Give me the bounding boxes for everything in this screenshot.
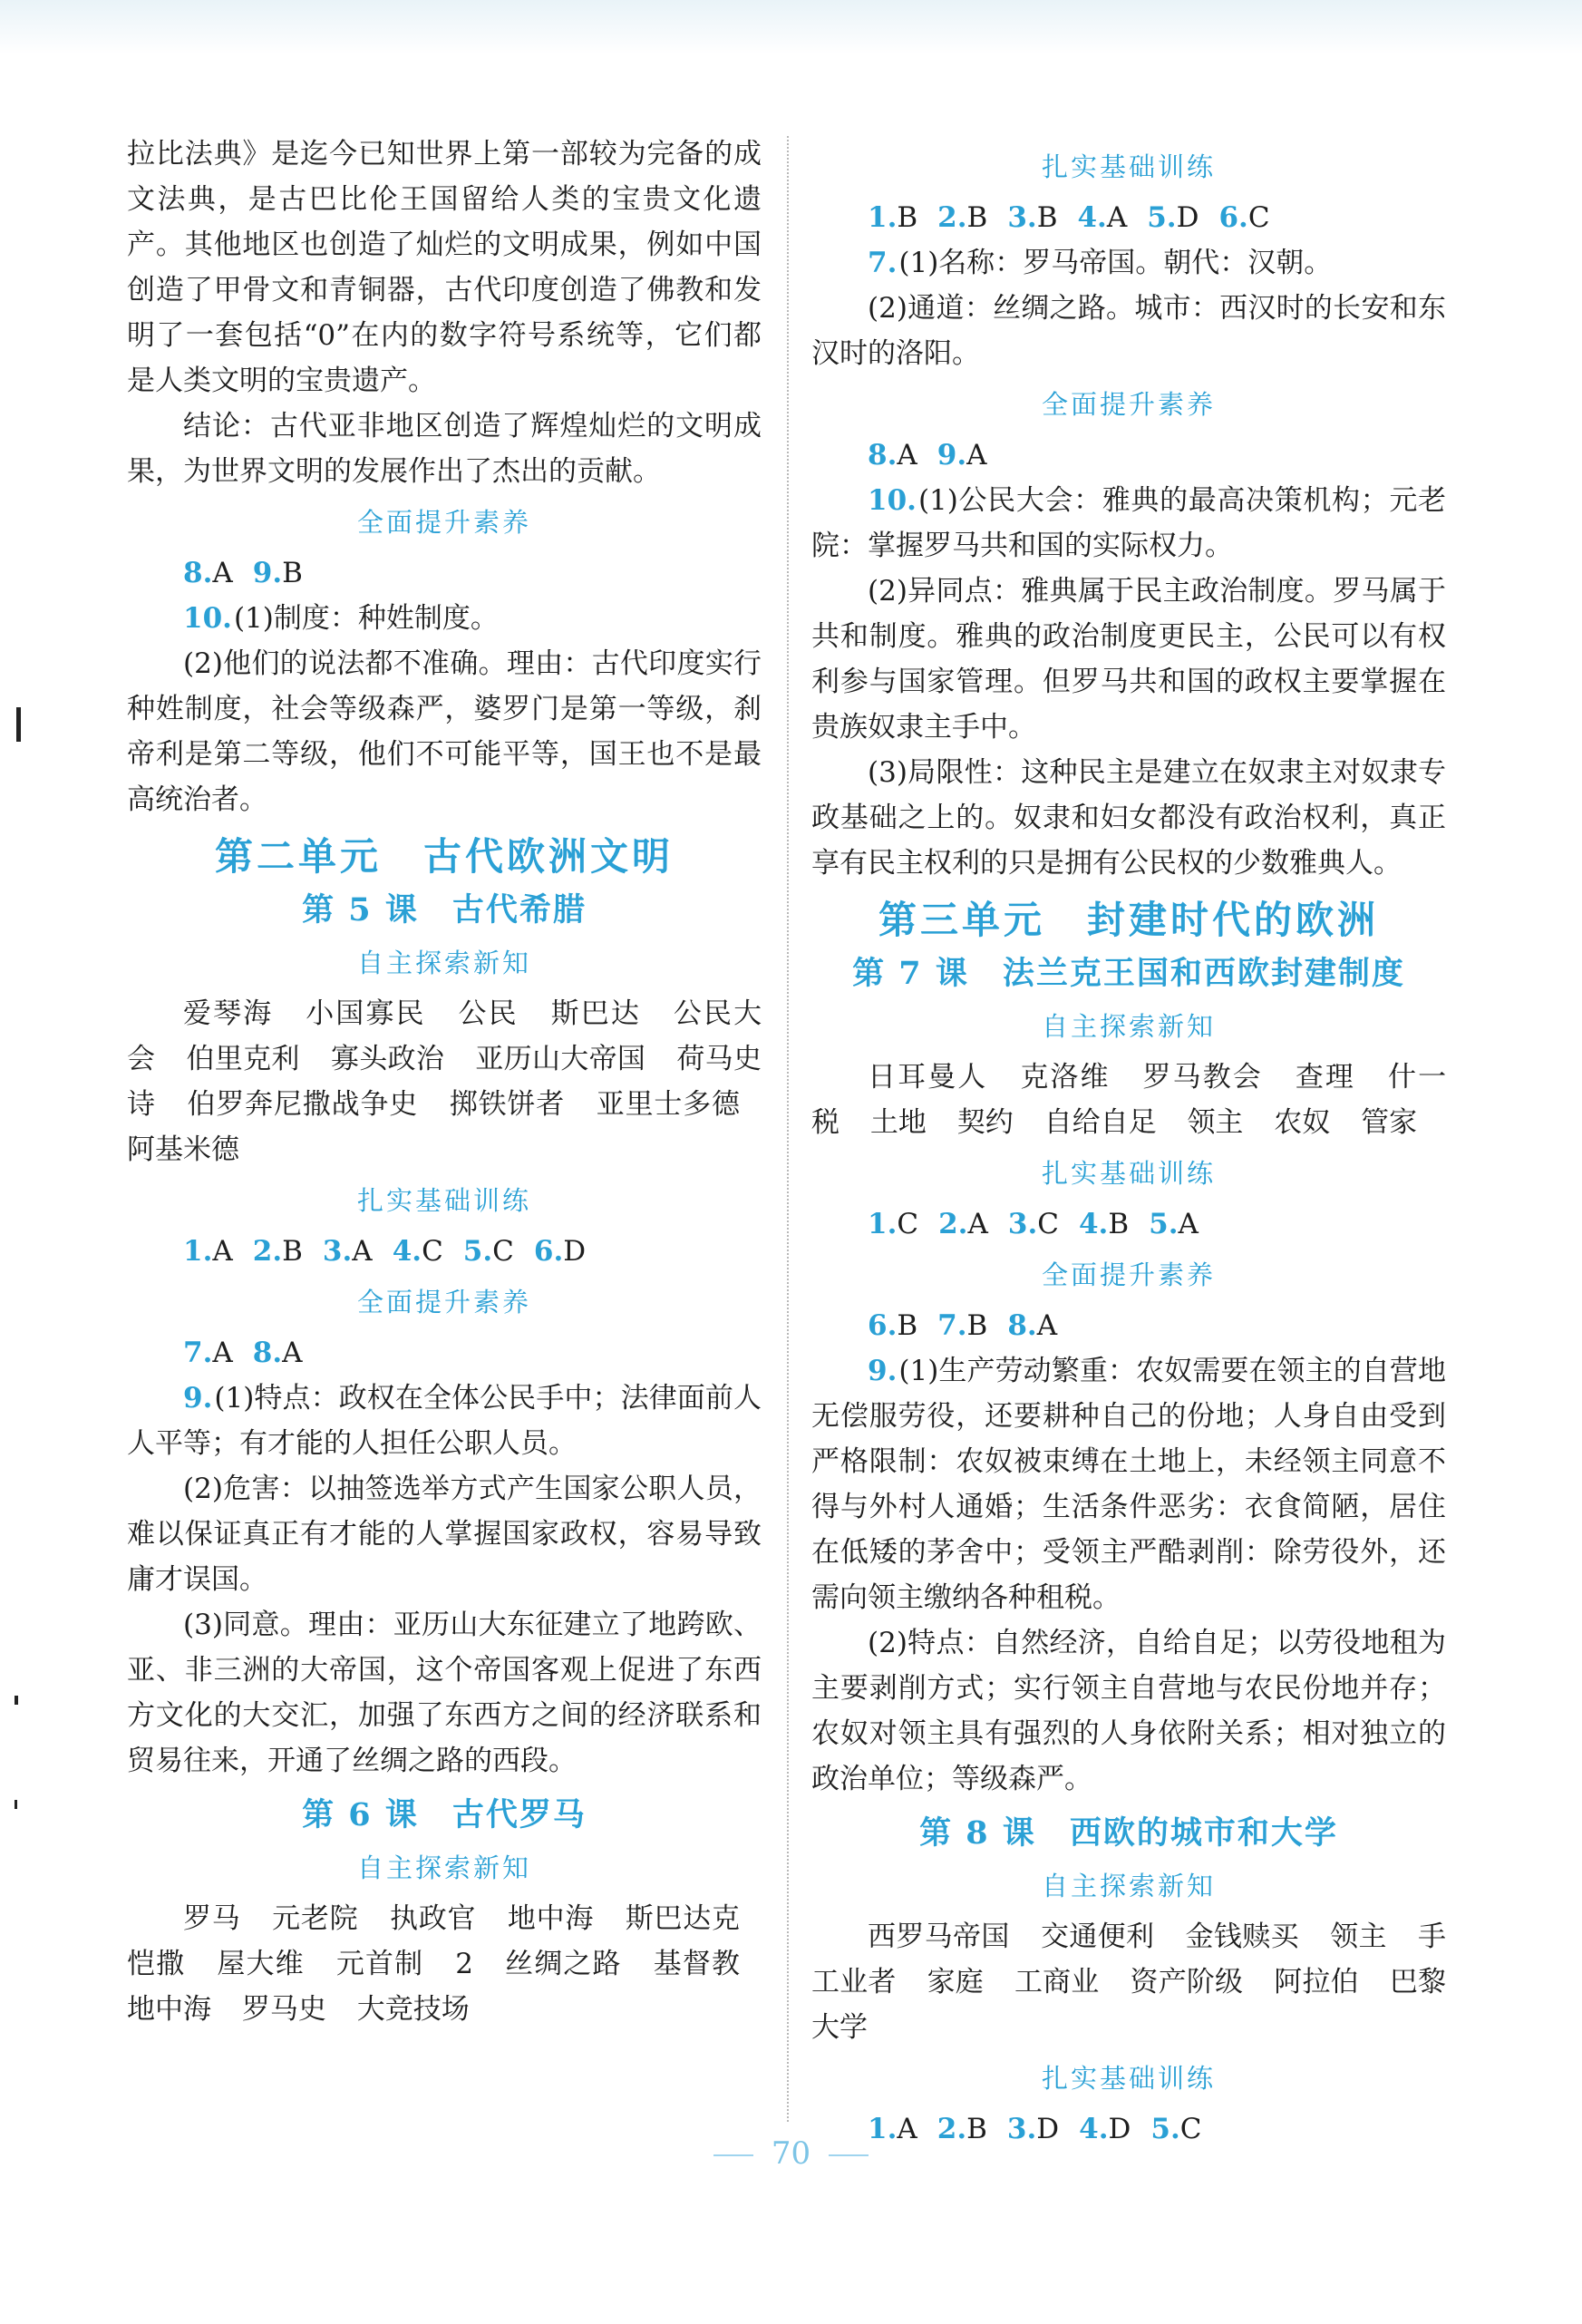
keyword: 西罗马帝国 (868, 1920, 1010, 1953)
left-column (127, 131, 762, 2032)
scan-mark (15, 1696, 18, 1705)
answer-item (937, 1309, 987, 1342)
answer-item (937, 439, 987, 472)
answer-choice: B (1036, 201, 1058, 234)
section-heading: 扎实基础训练 (356, 1185, 531, 1216)
keyword: 大竞技场 (356, 1993, 470, 2026)
keyword: 巴黎大学 (811, 1966, 1447, 2044)
question-10 (811, 478, 1446, 569)
answer-number: 6. (1218, 201, 1248, 234)
keyword: 亚里士多德 (596, 1088, 741, 1121)
keyword: 契约 (956, 1106, 1014, 1139)
page-footer (0, 2135, 1582, 2172)
scan-mark (16, 707, 21, 742)
lesson-title: 第 7 课 法兰克王国和西欧封建制度 (852, 955, 1405, 992)
paragraph: 拉比法典》是迄今已知世界上第一部较为完备的成文法典，是古巴比伦王国留给人类的宝贵文化遗产。其他地区也创造了灿烂的文明成果，例如中国创造了甲骨文和青铜器，古代印度创造了佛教和发明了一套包括“0”在内的数字符号系统等，它们都是人类文明的宝贵遗产。 (127, 138, 762, 397)
keyword: 地中海 (507, 1902, 595, 1935)
keyword: 屋大维 (217, 1948, 305, 1980)
paragraph: 结论：古代亚非地区创造了辉煌灿烂的文明成果，为世界文明的发展作出了杰出的贡献。 (127, 410, 762, 488)
answer-item (1079, 1208, 1129, 1240)
scan-mark (15, 1800, 17, 1809)
answer-choice: D (1108, 2113, 1131, 2145)
keyword: 管家 (1361, 1106, 1418, 1139)
question-number: 9. (183, 1382, 213, 1415)
answer-item (868, 1208, 918, 1240)
answer-number: 5. (462, 1235, 493, 1268)
answer-text: (1)公民大会：雅典的最高决策机构；元老院：掌握罗马共和国的实际权力。 (811, 484, 1446, 562)
section-heading: 全面提升素养 (356, 1287, 531, 1318)
unit-title: 第三单元 封建时代的欧洲 (878, 898, 1379, 942)
keyword: 资产阶级 (1130, 1966, 1244, 1998)
paragraph: (2)特点：自然经济，自给自足；以劳役地租为主要剥削方式；实行领主自营地与农民份地并存；农奴对领主具有强烈的人身依附关系；相对独立的政治单位；等级森严。 (811, 1627, 1446, 1795)
section-heading: 扎实基础训练 (1041, 151, 1216, 182)
question-10 (127, 596, 762, 641)
answer-number: 5. (1149, 1208, 1179, 1240)
keyword: 地中海 (127, 1993, 211, 2026)
answer-choice: A (282, 1337, 303, 1369)
answer-number: 3. (1006, 2113, 1037, 2145)
answer-number: 1. (868, 201, 898, 234)
answer-item (183, 1337, 233, 1369)
answer-choice: A (212, 557, 233, 589)
answer-number: 8. (1007, 1309, 1037, 1342)
answer-number: 7. (937, 1309, 967, 1342)
answer-item (938, 1208, 988, 1240)
answer-number: 8. (868, 439, 898, 472)
answer-choice: A (1106, 201, 1128, 234)
keyword: 工商业 (1014, 1966, 1100, 1998)
answer-choice: C (422, 1235, 443, 1268)
keyword: 日耳曼人 (868, 1061, 988, 1094)
answer-text: (1)生产劳动繁重：农奴需要在领主的自营地无偿服劳役，还要耕种自己的份地；人身自由受到严格限制：农奴被束缚在土地上，未经领主同意不得与外村人通婚；生活条件恶劣：衣食简陋，居住在低矮的茅舍中；受领主严酷剥削：除劳役外，还需向领主缴纳各种租税。 (811, 1355, 1446, 1614)
answer-row (811, 1303, 1446, 1348)
answer-number: 5. (1147, 201, 1177, 234)
keyword: 元老院 (272, 1902, 359, 1935)
answer-choice: C (897, 1208, 919, 1240)
lesson-title: 第 8 课 西欧的城市和大学 (919, 1814, 1338, 1852)
answer-item (1147, 201, 1199, 234)
answer-number: 1. (183, 1235, 213, 1268)
answer-number: 6. (868, 1309, 898, 1342)
keyword: 农奴 (1274, 1106, 1331, 1139)
page-number: 70 (771, 2135, 811, 2172)
answer-row (811, 1201, 1446, 1247)
answer-choice: C (492, 1235, 514, 1268)
answer-number: 9. (252, 557, 283, 589)
section-heading: 全面提升素养 (1041, 389, 1216, 420)
paragraph: (3)同意。理由：亚历山大东征建立了地跨欧、亚、非三洲的大帝国，这个帝国客观上促进了东西方文化的大交汇，加强了东西方之间的经济联系和贸易往来，开通了丝绸之路的西段。 (127, 1609, 762, 1777)
footer-rule (713, 2154, 753, 2156)
keyword: 什一税 (811, 1061, 1447, 1139)
keyword: 斯巴达克 (625, 1902, 741, 1935)
section-heading: 扎实基础训练 (1041, 2063, 1216, 2094)
answer-choice: B (282, 1235, 303, 1268)
answer-number: 8. (252, 1337, 283, 1369)
answer-choice: C (1179, 2113, 1202, 2145)
answer-number: 6. (533, 1235, 564, 1268)
keyword: 公民 (458, 997, 519, 1030)
keyword: 执政官 (390, 1902, 477, 1935)
answer-row (127, 1330, 762, 1376)
answer-choice: D (1036, 2113, 1060, 2145)
answer-choice: C (1037, 1208, 1059, 1240)
keyword: 小国寡民 (306, 997, 426, 1030)
answer-number: 7. (183, 1337, 213, 1369)
question-number: 10. (183, 602, 232, 635)
answer-choice: A (212, 1235, 233, 1268)
keyword-list (811, 1914, 1446, 2050)
answer-item (183, 557, 233, 589)
answer-choice: A (897, 439, 917, 472)
section-heading: 全面提升素养 (356, 507, 531, 538)
keyword: 领主 (1330, 1920, 1387, 1953)
keyword: 罗马 (183, 1902, 241, 1935)
keyword: 罗马史 (241, 1993, 326, 2026)
answer-item (868, 439, 917, 472)
keyword: 掷铁饼者 (449, 1088, 566, 1121)
answer-row (811, 195, 1446, 240)
keyword-list (811, 1055, 1446, 1145)
keyword: 土地 (869, 1106, 927, 1139)
answer-number: 4. (392, 1235, 422, 1268)
answer-choice: B (966, 201, 988, 234)
keyword: 金钱赎买 (1185, 1920, 1299, 1953)
answer-number: 4. (1078, 1208, 1109, 1240)
answer-item (1149, 1208, 1199, 1240)
answer-item (868, 201, 917, 234)
answer-choice: B (1108, 1208, 1130, 1240)
answer-row (811, 433, 1446, 478)
answer-choice: A (897, 2113, 917, 2145)
keyword: 自给自足 (1043, 1106, 1157, 1139)
keyword: 领主 (1187, 1106, 1244, 1139)
answer-number: 1. (868, 1208, 898, 1240)
answer-choice: A (212, 1337, 233, 1369)
answer-item (323, 1235, 373, 1268)
keyword: 丝绸之路 (505, 1948, 622, 1980)
lesson-title: 第 6 课 古代罗马 (302, 1796, 587, 1833)
answer-text: (1)名称：罗马帝国。朝代：汉朝。 (898, 247, 1333, 279)
answer-number: 8. (183, 557, 213, 589)
footer-rule (829, 2154, 869, 2156)
keyword: 斯巴达 (550, 997, 641, 1030)
keyword-list (127, 1896, 762, 2032)
answer-choice: A (352, 1235, 373, 1268)
answer-item (253, 1235, 303, 1268)
paragraph: (2)危害：以抽签选举方式产生国家公职人员，难以保证真正有才能的人掌握国家政权，容易导致庸才误国。 (127, 1473, 762, 1596)
keyword: 家庭 (927, 1966, 984, 1998)
section-heading: 自主探索新知 (1041, 1871, 1216, 1901)
section-heading: 自主探索新知 (356, 948, 531, 978)
answer-item (393, 1235, 443, 1268)
answer-choice: A (966, 439, 987, 472)
keyword: 阿基米德 (127, 1133, 239, 1166)
unit-title: 第二单元 古代欧洲文明 (214, 834, 674, 879)
answer-number: 2. (938, 1208, 968, 1240)
question-9 (811, 1348, 1446, 1620)
answer-choice: C (1247, 201, 1270, 234)
keyword: 阿拉伯 (1274, 1966, 1359, 1998)
keyword: 交通便利 (1040, 1920, 1155, 1953)
answer-choice: A (1178, 1208, 1199, 1240)
answer-text: (1)特点：政权在全体公民手中；法律面前人人平等；有才能的人担任公职人员。 (127, 1382, 762, 1460)
answer-number: 3. (1007, 201, 1037, 234)
answer-item (1008, 1208, 1059, 1240)
paragraph: (3)局限性：这种民主是建立在奴隶主对奴隶专政基础之上的。奴隶和妇女都没有政治权利，真正享有民主权利的只是拥有公民权的少数雅典人。 (811, 756, 1446, 880)
answer-number: 2. (937, 2113, 967, 2145)
answer-item (463, 1235, 514, 1268)
answer-number: 1. (868, 2113, 898, 2145)
paragraph: (2)异同点：雅典属于民主政治制度。罗马属于共和制度。雅典的政治制度更民主，公民可以有权利参与国家管理。但罗马共和国的政权主要掌握在贵族奴隶主手中。 (811, 575, 1446, 744)
answer-choice: A (1036, 1309, 1058, 1342)
answer-item (937, 201, 987, 234)
keyword: 伯里克利 (186, 1043, 300, 1075)
answer-item (253, 1337, 303, 1369)
section-heading: 全面提升素养 (1041, 1259, 1216, 1290)
answer-number: 2. (937, 201, 967, 234)
keyword: 寡头政治 (330, 1043, 445, 1075)
keyword: 元首制 (335, 1948, 424, 1980)
answer-row (127, 1229, 762, 1274)
answer-choice: B (282, 557, 303, 589)
question-number: 10. (868, 484, 917, 517)
keyword: 克洛维 (1020, 1061, 1111, 1094)
keyword: 爱琴海 (183, 997, 274, 1030)
answer-number: 4. (1079, 2113, 1109, 2145)
answer-item (1007, 1309, 1057, 1342)
paragraph: (2)通道：丝绸之路。城市：西汉时的长安和东汉时的洛阳。 (811, 292, 1446, 370)
answer-item (183, 1235, 233, 1268)
answer-choice: B (897, 201, 918, 234)
question-number: 7. (868, 247, 898, 279)
answer-choice: B (897, 1309, 918, 1342)
answer-choice: D (1176, 201, 1199, 234)
answer-item (868, 1309, 917, 1342)
keyword: 公民大会 (127, 997, 762, 1075)
answer-number: 4. (1077, 201, 1107, 234)
answer-item (1077, 201, 1127, 234)
answer-number: 3. (322, 1235, 353, 1268)
section-heading: 扎实基础训练 (1041, 1158, 1216, 1189)
answer-item (534, 1235, 586, 1268)
answer-row (127, 550, 762, 596)
answer-number: 2. (252, 1235, 283, 1268)
section-heading: 自主探索新知 (1041, 1011, 1216, 1042)
answer-choice: B (966, 1309, 988, 1342)
answer-number: 3. (1007, 1208, 1038, 1240)
answer-number: 5. (1150, 2113, 1180, 2145)
keyword: 2 (455, 1948, 474, 1980)
answer-choice: B (966, 2113, 987, 2145)
paragraph: (2)他们的说法都不准确。理由：古代印度实行种姓制度，社会等级森严，婆罗门是第一等级，刹帝利是第二等级，他们不可能平等，国王也不是最高统治者。 (127, 647, 762, 816)
answer-item (1218, 201, 1269, 234)
answer-number: 9. (937, 439, 967, 472)
keyword: 恺撒 (127, 1948, 186, 1980)
keyword: 荷马史诗 (127, 1043, 762, 1121)
answer-item (253, 557, 303, 589)
keyword: 伯罗奔尼撒战争史 (187, 1088, 419, 1121)
keyword: 基督教 (653, 1948, 740, 1980)
right-column (811, 131, 1446, 2152)
section-heading: 自主探索新知 (356, 1852, 531, 1883)
question-9 (127, 1376, 762, 1466)
column-divider (787, 136, 789, 2122)
answer-choice: D (563, 1235, 587, 1268)
answer-choice: A (967, 1208, 988, 1240)
keyword-list (127, 991, 762, 1172)
keyword: 罗马教会 (1142, 1061, 1263, 1094)
answer-item (1007, 201, 1057, 234)
keyword: 查理 (1295, 1061, 1356, 1094)
question-7 (811, 240, 1446, 286)
keyword: 手工业者 (811, 1920, 1447, 1998)
page-header-band (0, 0, 1582, 54)
answer-text: (1)制度：种姓制度。 (233, 602, 499, 635)
keyword: 亚历山大帝国 (475, 1043, 646, 1075)
lesson-title: 第 5 课 古代希腊 (302, 891, 587, 929)
question-number: 9. (868, 1355, 898, 1387)
